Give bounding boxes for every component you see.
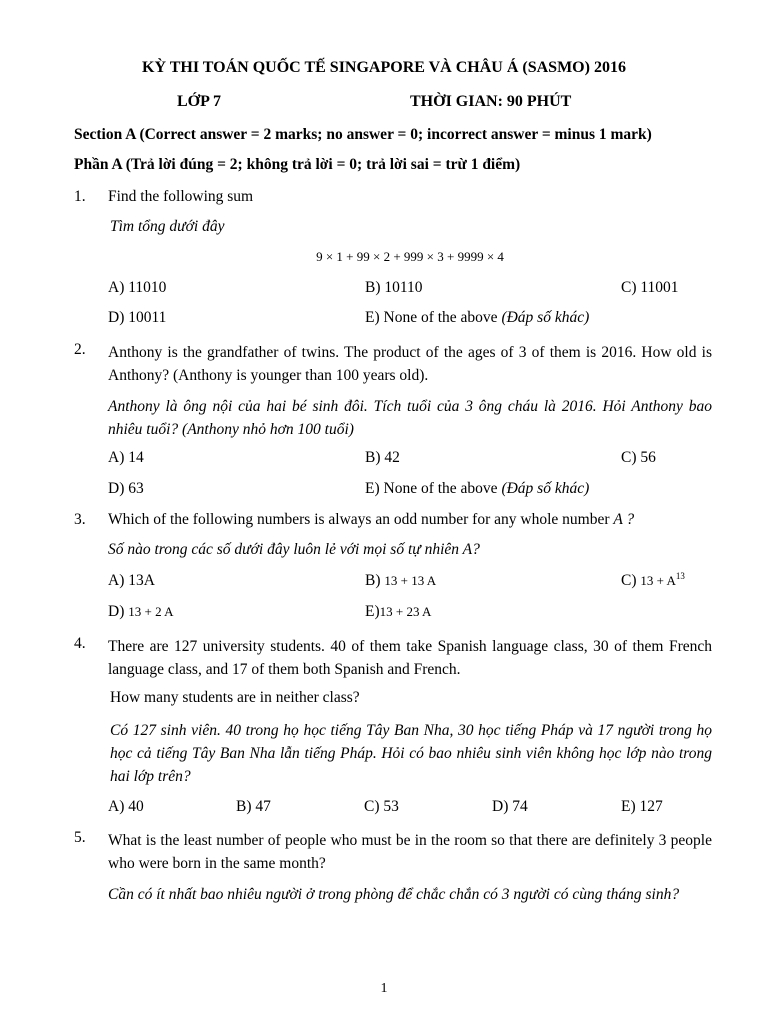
option-c-expr: 13 + A [640, 573, 676, 588]
option-e-label: E) [365, 603, 380, 620]
option-a: A) 13A [108, 572, 155, 589]
grade-label: LỚP 7 [177, 93, 222, 110]
option-c: C) 11001 [621, 279, 679, 296]
option-e-vi: (Đáp số khác) [501, 309, 590, 326]
question-text-vi: Số nào trong các số dưới đây luôn lẻ với mọi số tự nhiên A? [108, 541, 480, 558]
question-number: 2. [74, 341, 86, 358]
option-b [365, 572, 436, 590]
question-text-en [108, 511, 634, 529]
option-c [621, 572, 685, 590]
question-text-en: There are 127 university students. 40 of them take Spanish language class, 30 of them French language class, and 17 of them both Spanish and French. [108, 638, 712, 678]
time-label: THỜI GIAN: 90 PHÚT [410, 93, 572, 110]
question-subtext-en: How many students are in neither class? [110, 689, 360, 706]
option-d-label: D) [108, 603, 129, 620]
question-text-en-main: Which of the following numbers is always an odd number for any whole number [108, 511, 614, 528]
section-heading-en: Section A (Correct answer = 2 marks; no answer = 0; incorrect answer = minus 1 mark) [74, 126, 652, 143]
option-c: C) 56 [621, 449, 656, 466]
option-e-text: E) None of the above [365, 480, 502, 497]
variable-a: A ? [613, 511, 635, 528]
option-e [365, 309, 589, 327]
option-d: D) 10011 [108, 309, 167, 326]
option-b-label: B) [365, 572, 385, 589]
page-number: 1 [380, 981, 388, 996]
option-e-text: E) None of the above [365, 309, 502, 326]
option-b-expr: 13 + 13 A [384, 573, 437, 588]
question-text-vi: Anthony là ông nội của hai bé sinh đôi. Tích tuổi của 3 ông cháu là 2016. Hỏi Anthony bao nhiêu tuổi? (Anthony nhỏ hơn 100 tuổi) [108, 398, 712, 438]
option-d: D) 74 [492, 798, 528, 815]
question-text-en: Anthony is the grandfather of twins. The product of the ages of 3 of them is 2016. How old is Anthony? (Anthony is younger than 100 years old). [108, 344, 712, 384]
question-number: 5. [74, 829, 86, 846]
option-e: E) 127 [621, 798, 663, 815]
question-number: 3. [74, 511, 86, 528]
exam-title: KỲ THI TOÁN QUỐC TẾ SINGAPORE VÀ CHÂU Á (SASMO) 2016 [142, 59, 626, 76]
option-e [365, 480, 589, 498]
question-text-en: Find the following sum [108, 188, 254, 205]
question-text-vi: Có 127 sinh viên. 40 trong họ học tiếng Tây Ban Nha, 30 học tiếng Pháp và 17 người trong họ học cả tiếng Tây Ban Nha lẫn tiếng Pháp. Hỏi có bao nhiêu sinh viên không học lớp nào trong hai lớp trên? [110, 722, 712, 785]
sum-expression: 9 × 1 + 99 × 2 + 999 × 3 + 9999 × 4 [316, 249, 504, 264]
option-d [108, 603, 174, 621]
question-text-en: What is the least number of people who must be in the room so that there are definitely 3 people who were born in the same month? [108, 832, 712, 872]
option-e [365, 603, 431, 621]
option-d: D) 63 [108, 480, 144, 497]
section-heading-vi: Phần A (Trả lời đúng = 2; không trả lời = 0; trả lời sai = trừ 1 điểm) [74, 156, 521, 173]
question-number: 4. [74, 635, 86, 652]
option-d-expr: 13 + 2 A [128, 604, 174, 619]
option-a: A) 14 [108, 449, 144, 466]
question-text-vi: Cần có ít nhất bao nhiêu người ở trong phòng để chắc chắn có 3 người có cùng tháng sinh? [108, 886, 680, 903]
option-e-vi: (Đáp số khác) [501, 480, 590, 497]
question-number: 1. [74, 188, 86, 205]
option-c: C) 53 [364, 798, 399, 815]
option-c-exponent: 13 [675, 571, 685, 581]
option-b: B) 47 [236, 798, 271, 815]
option-a: A) 11010 [108, 279, 167, 296]
option-b: B) 42 [365, 449, 400, 466]
question-text-vi: Tìm tổng dưới đây [110, 218, 225, 235]
option-b: B) 10110 [365, 279, 423, 296]
option-c-label: C) [621, 572, 641, 589]
option-a: A) 40 [108, 798, 144, 815]
option-e-expr: 13 + 23 A [379, 604, 432, 619]
